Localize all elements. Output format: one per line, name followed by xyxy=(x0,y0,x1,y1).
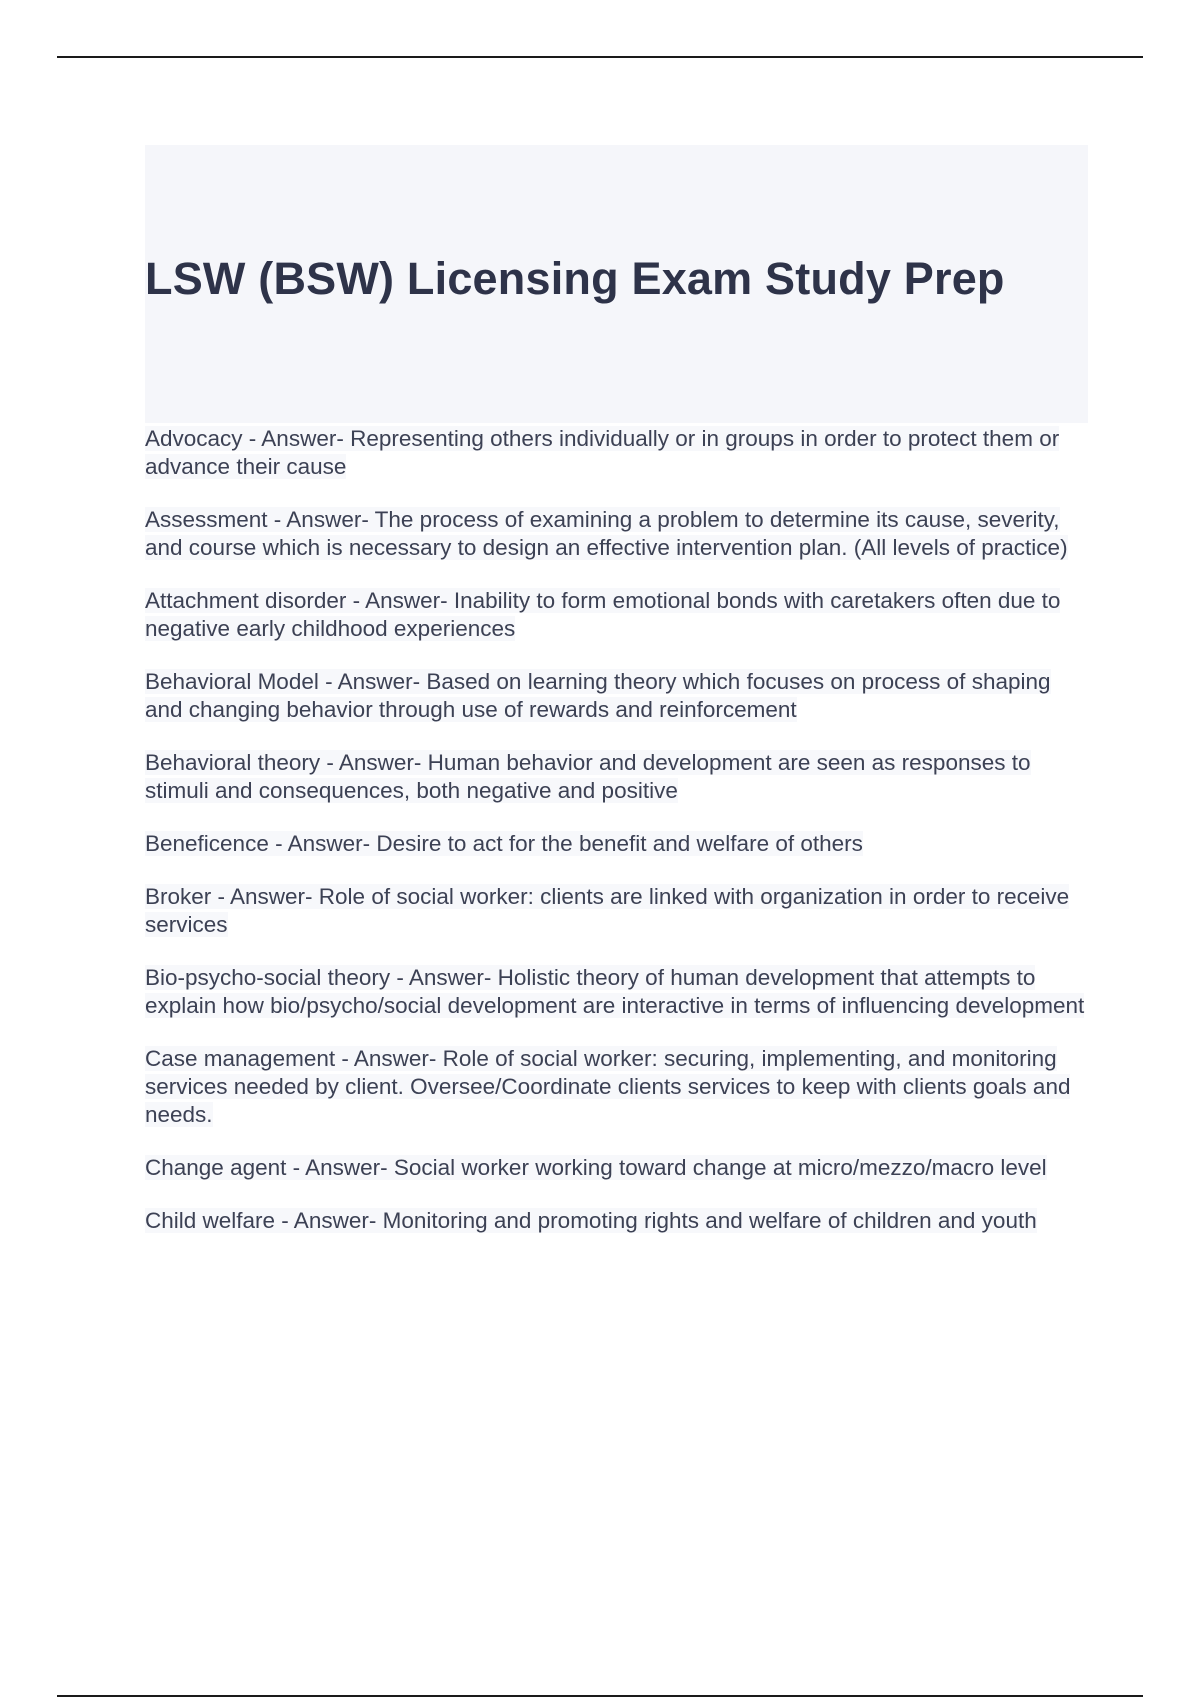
list-item xyxy=(145,1207,1090,1235)
list-item xyxy=(145,964,1090,1020)
list-item xyxy=(145,883,1090,939)
entry-text: Case management - Answer- Role of social worker: securing, implementing, and monitoring services needed by client. Oversee/Coordinate clients services to keep with clients goals and needs. xyxy=(145,1046,1071,1127)
list-item xyxy=(145,425,1090,481)
entry-text: Bio-psycho-social theory - Answer- Holistic theory of human development that attempts to explain how bio/psycho/social development are interactive in terms of influencing development xyxy=(145,965,1085,1018)
entry-text: Assessment - Answer- The process of examining a problem to determine its cause, severity, and course which is necessary to design an effective intervention plan. (All levels of practice) xyxy=(145,507,1068,560)
entry-text: Beneficence - Answer- Desire to act for the benefit and welfare of others xyxy=(145,831,863,856)
entry-text: Advocacy - Answer- Representing others individually or in groups in order to protect them or advance their cause xyxy=(145,426,1060,479)
entry-text: Broker - Answer- Role of social worker: clients are linked with organization in order to receive services xyxy=(145,884,1070,937)
flashcard-list xyxy=(145,425,1090,1260)
list-item xyxy=(145,749,1090,805)
list-item xyxy=(145,1045,1090,1129)
page-title: LSW (BSW) Licensing Exam Study Prep xyxy=(145,253,1005,304)
list-item xyxy=(145,587,1090,643)
title-banner xyxy=(145,145,1088,423)
list-item xyxy=(145,1154,1090,1182)
entry-text: Behavioral theory - Answer- Human behavior and development are seen as responses to stimuli and consequences, both negative and positive xyxy=(145,750,1031,803)
list-item xyxy=(145,506,1090,562)
entry-text: Attachment disorder - Answer- Inability to form emotional bonds with caretakers often due to negative early childhood experiences xyxy=(145,588,1061,641)
list-item xyxy=(145,668,1090,724)
top-divider xyxy=(57,56,1143,58)
entry-text: Behavioral Model - Answer- Based on learning theory which focuses on process of shaping and changing behavior through use of rewards and reinforcement xyxy=(145,669,1051,722)
entry-text: Child welfare - Answer- Monitoring and promoting rights and welfare of children and youth xyxy=(145,1208,1037,1233)
bottom-divider xyxy=(57,1695,1143,1697)
entry-text: Change agent - Answer- Social worker working toward change at micro/mezzo/macro level xyxy=(145,1155,1047,1180)
list-item xyxy=(145,830,1090,858)
